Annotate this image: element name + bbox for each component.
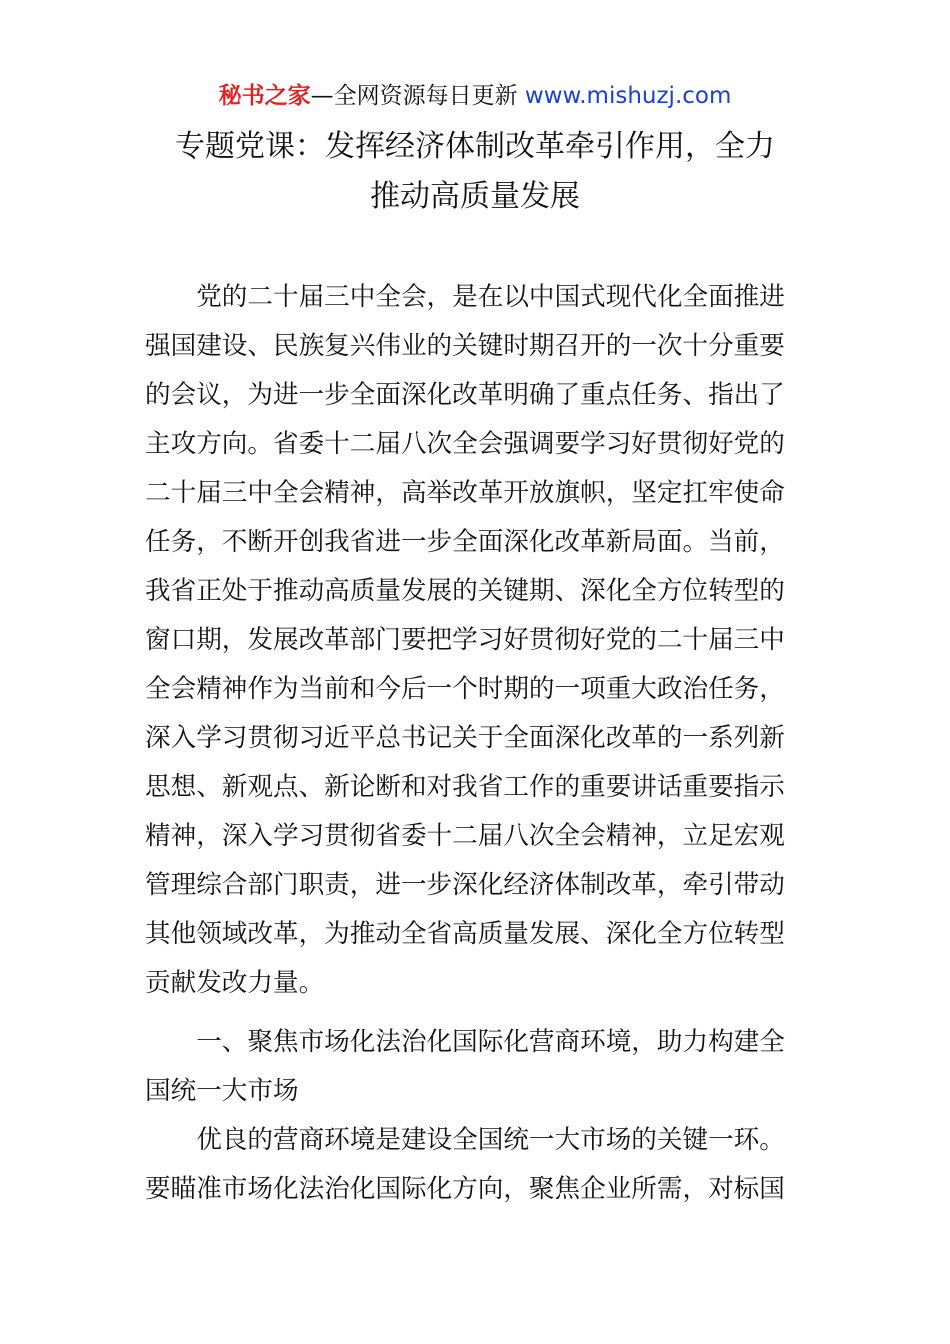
site-brand: 秘书之家 [218,83,311,109]
body-line: 其他领域改革，为推动全省高质量发展、深化全方位转型 [145,919,785,949]
body-line: 要瞄准市场化法治化国际化方向，聚焦企业所需，对标国 [145,1174,785,1204]
body-line: 主攻方向。省委十二届八次全会强调要学习好贯彻好党的 [145,429,785,459]
body-line: 二十届三中全会精神，高举改革开放旗帜，坚定扛牢使命 [145,478,785,508]
body-line: 深入学习贯彻习近平总书记关于全面深化改革的一系列新 [145,723,785,753]
body-line: 思想、新观点、新论断和对我省工作的重要讲话重要指示 [145,772,785,802]
document-title-line-2: 推动高质量发展 [370,179,580,214]
site-url-link[interactable]: www.mishuzj.com [524,83,732,109]
section-heading-line: 国统一大市场 [145,1076,299,1106]
document-title-line-1: 专题党课：发挥经济体制改革牵引作用，全力 [175,129,775,164]
section-heading-line: 一、聚焦市场化法治化国际化营商环境，助力构建全 [145,1027,785,1057]
body-line: 贡献发改力量。 [145,968,325,998]
body-line: 全会精神作为当前和今后一个时期的一项重大政治任务， [145,674,785,704]
body-line: 我省正处于推动高质量发展的关键期、深化全方位转型的 [145,576,785,606]
body-line: 精神，深入学习贯彻省委十二届八次全会精神，立足宏观 [145,821,785,851]
body-line: 的会议，为进一步全面深化改革明确了重点任务、指出了 [145,380,785,410]
body-line: 优良的营商环境是建设全国统一大市场的关键一环。 [145,1125,785,1155]
body-line: 管理综合部门职责，进一步深化经济体制改革，牵引带动 [145,870,785,900]
body-line: 任务，不断开创我省进一步全面深化改革新局面。当前， [145,527,785,557]
body-line: 党的二十届三中全会，是在以中国式现代化全面推进 [145,282,785,312]
site-tagline: —全网资源每日更新 [310,83,525,109]
site-header [0,80,950,112]
body-line: 窗口期，发展改革部门要把学习好贯彻好党的二十届三中 [145,625,785,655]
body-line: 强国建设、民族复兴伟业的关键时期召开的一次十分重要 [145,331,785,361]
